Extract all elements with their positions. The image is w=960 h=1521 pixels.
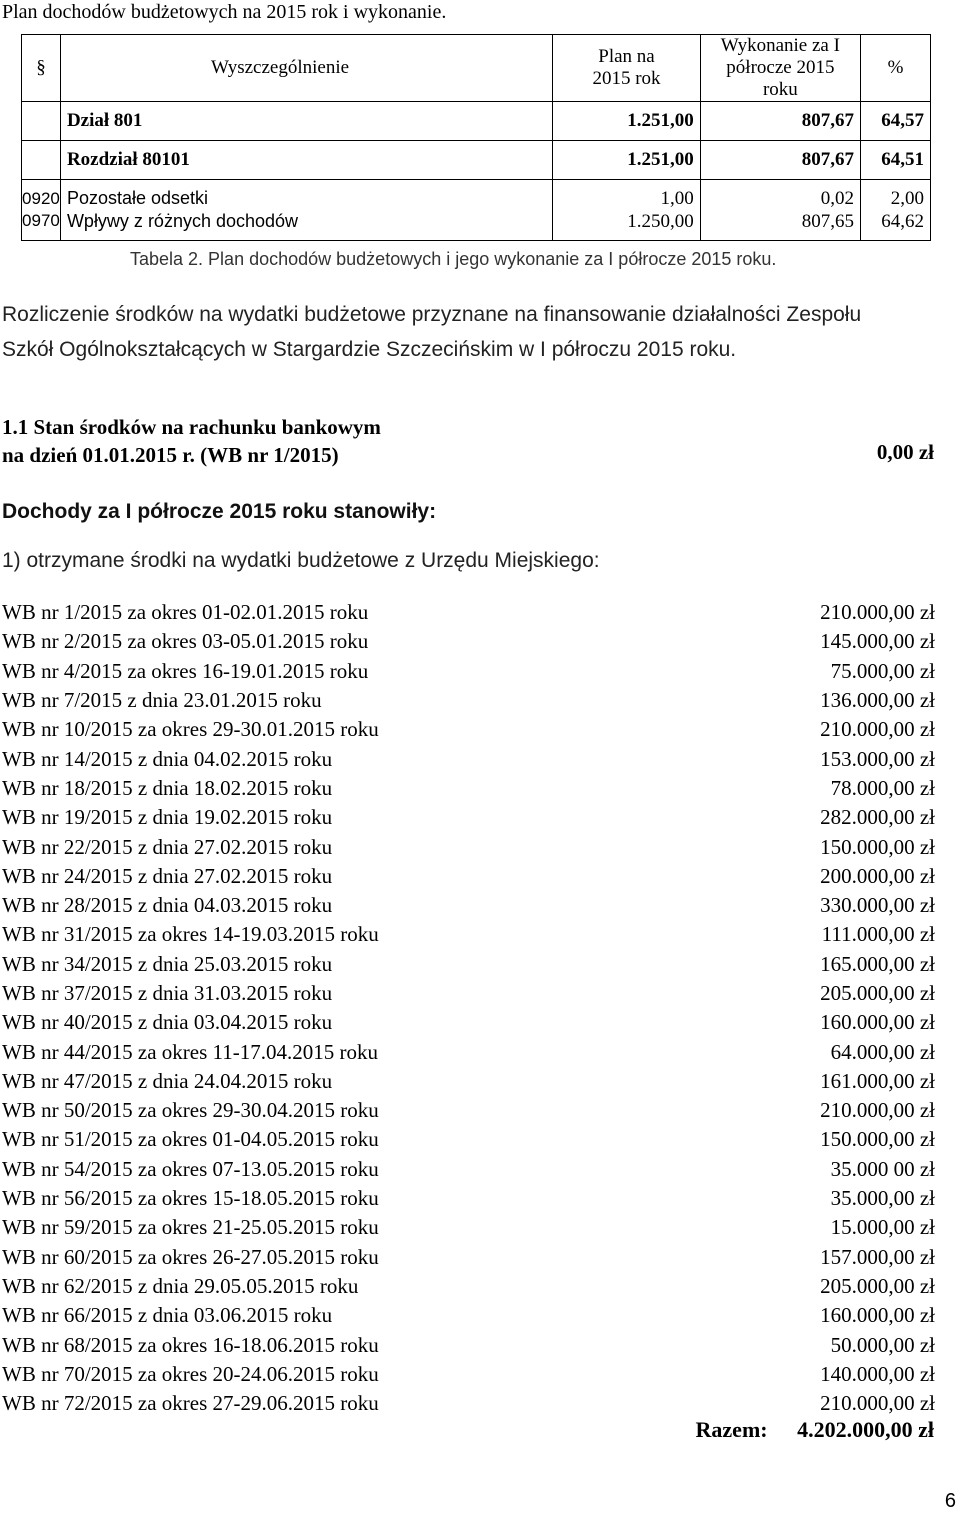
list-item <box>2 1067 935 1096</box>
header-pct: % <box>860 35 930 102</box>
list-item <box>2 1389 935 1418</box>
list-item <box>2 1155 935 1184</box>
table-row-dzial <box>22 102 931 141</box>
header-name: Wyszczególnienie <box>60 35 552 102</box>
wb-label: WB nr 59/2015 za okres 21-25.05.2015 roku <box>2 1215 379 1240</box>
header-plan <box>553 35 701 102</box>
wb-label: WB nr 54/2015 za okres 07-13.05.2015 roku <box>2 1156 379 1181</box>
list-item <box>2 1096 935 1125</box>
list-item <box>2 1037 935 1066</box>
wb-label: WB nr 24/2015 z dnia 27.02.2015 roku <box>2 863 333 888</box>
table-row-details <box>22 180 931 241</box>
cell-execs <box>700 180 860 241</box>
wb-label: WB nr 7/2015 z dnia 23.01.2015 roku <box>2 688 322 713</box>
wb-amount: 165.000,00 zł <box>820 951 935 976</box>
table-caption: Tabela 2. Plan dochodów budżetowych i jego wykonanie za I półrocze 2015 roku. <box>130 249 777 269</box>
cell-plan: 1.251,00 <box>553 141 701 180</box>
section-code: 0970 <box>22 211 60 230</box>
cell-name: Rozdział 80101 <box>60 141 552 180</box>
wb-amount: 210.000,00 zł <box>820 717 935 742</box>
total-amount: 4.202.000,00 zł <box>797 1417 934 1442</box>
wb-amount: 75.000,00 zł <box>830 658 935 683</box>
list-item <box>2 1008 935 1037</box>
section-heading-1-1 <box>2 413 381 469</box>
list-item <box>2 744 935 773</box>
wb-amount: 205.000,00 zł <box>820 1273 935 1298</box>
wb-amount: 140.000,00 zł <box>820 1361 935 1386</box>
heading-line: 1.1 Stan środków na rachunku bankowym <box>2 415 381 439</box>
table-row-rozdzial <box>22 141 931 180</box>
wb-amount: 64.000,00 zł <box>830 1039 935 1064</box>
list-item <box>2 950 935 979</box>
list-item <box>2 862 935 891</box>
detail-pct: 64,62 <box>881 211 924 232</box>
list-item <box>2 891 935 920</box>
list-item <box>2 803 935 832</box>
wb-label: WB nr 70/2015 za okres 20-24.06.2015 roku <box>2 1361 379 1386</box>
list-item <box>2 920 935 949</box>
list-item <box>2 657 935 686</box>
wb-label: WB nr 60/2015 za okres 26-27.05.2015 roku <box>2 1244 379 1269</box>
wb-label: WB nr 22/2015 z dnia 27.02.2015 roku <box>2 834 333 859</box>
wb-amount: 150.000,00 zł <box>820 834 935 859</box>
wb-label: WB nr 50/2015 za okres 29-30.04.2015 roku <box>2 1098 379 1123</box>
header-plan-line2: 2015 rok <box>592 68 661 89</box>
list-item <box>2 1301 935 1330</box>
header-section: § <box>22 35 61 102</box>
list-item <box>2 1243 935 1272</box>
wb-label: WB nr 19/2015 z dnia 19.02.2015 roku <box>2 805 333 830</box>
wb-label: WB nr 47/2015 z dnia 24.04.2015 roku <box>2 1068 333 1093</box>
wb-label: WB nr 14/2015 z dnia 04.02.2015 roku <box>2 746 333 771</box>
wb-label: WB nr 44/2015 za okres 11-17.04.2015 roku <box>2 1039 378 1064</box>
header-exec-line1: Wykonanie za I <box>720 35 840 56</box>
cell-pct: 64,57 <box>860 102 930 141</box>
wb-label: WB nr 72/2015 za okres 27-29.06.2015 roku <box>2 1391 379 1416</box>
wb-amount: 161.000,00 zł <box>820 1068 935 1093</box>
cell-empty <box>22 141 61 180</box>
list-item <box>2 598 935 627</box>
list-item <box>2 627 935 656</box>
detail-exec: 807,65 <box>801 211 854 232</box>
wb-amount: 145.000,00 zł <box>820 629 935 654</box>
cell-plans <box>553 180 701 241</box>
wb-amount: 210.000,00 zł <box>820 1391 935 1416</box>
wb-amount: 330.000,00 zł <box>820 893 935 918</box>
detail-name: Pozostałe odsetki <box>66 188 209 208</box>
cell-exec: 807,67 <box>700 102 860 141</box>
wb-label: WB nr 37/2015 z dnia 31.03.2015 roku <box>2 981 333 1005</box>
wb-amount: 160.000,00 zł <box>820 1010 935 1035</box>
wb-label: WB nr 28/2015 z dnia 04.03.2015 roku <box>2 893 333 918</box>
wb-amount: 136.000,00 zł <box>820 688 935 713</box>
intro-paragraph <box>2 297 960 367</box>
cell-exec: 807,67 <box>700 141 860 180</box>
wb-label: WB nr 18/2015 z dnia 18.02.2015 roku <box>2 775 333 800</box>
wb-label: WB nr 66/2015 z dnia 03.06.2015 roku <box>2 1303 333 1328</box>
total-label: Razem: <box>695 1417 768 1442</box>
budget-table <box>21 34 931 241</box>
cell-empty <box>22 102 61 141</box>
wb-label: WB nr 34/2015 z dnia 25.03.2015 roku <box>2 951 333 976</box>
wb-label: WB nr 68/2015 za okres 16-18.06.2015 roku <box>2 1332 379 1357</box>
wb-label: WB nr 2/2015 za okres 03-05.01.2015 roku <box>2 629 369 654</box>
list-item <box>2 979 935 1008</box>
wb-label: WB nr 56/2015 za okres 15-18.05.2015 roku <box>2 1186 379 1211</box>
detail-plan: 1.250,00 <box>627 211 694 232</box>
wb-label: WB nr 51/2015 za okres 01-04.05.2015 roku <box>2 1127 379 1152</box>
income-heading: Dochody za I półrocze 2015 roku stanowiły: <box>2 500 437 523</box>
intro-line: Rozliczenie środków na wydatki budżetowe przyznane na finansowanie działalności Zespołu <box>2 303 862 326</box>
table-header-row <box>22 35 931 102</box>
wb-amount: 35.000 00 zł <box>830 1156 935 1181</box>
list-item <box>2 832 935 861</box>
header-plan-line1: Plan na <box>598 46 655 67</box>
intro-line: Szkół Ogólnokształcących w Stargardzie Szczecińskim w I półroczu 2015 roku. <box>2 338 737 361</box>
cell-pcts <box>860 180 930 241</box>
cell-names <box>60 180 552 241</box>
wb-amount: 150.000,00 zł <box>820 1127 935 1152</box>
wb-label: WB nr 10/2015 za okres 29-30.01.2015 roku <box>2 717 379 742</box>
wb-amount: 78.000,00 zł <box>830 775 935 800</box>
document-title: Plan dochodów budżetowych na 2015 rok i wykonanie. <box>2 1 447 23</box>
detail-plan: 1,00 <box>660 188 694 209</box>
list-item <box>2 1330 935 1359</box>
list-item <box>2 1125 935 1154</box>
wb-label: WB nr 62/2015 z dnia 29.05.05.2015 roku <box>2 1273 359 1298</box>
wb-amount: 210.000,00 zł <box>820 1098 935 1123</box>
wb-amount: 160.000,00 zł <box>820 1303 935 1328</box>
list-item <box>2 686 935 715</box>
wb-label: WB nr 40/2015 z dnia 03.04.2015 roku <box>2 1010 333 1035</box>
detail-exec: 0,02 <box>820 188 854 209</box>
section-code: 0920 <box>22 189 60 208</box>
grant-intro: 1) otrzymane środki na wydatki budżetowe z Urzędu Miejskiego: <box>2 549 600 572</box>
wb-label: WB nr 4/2015 za okres 16-19.01.2015 roku <box>2 658 369 683</box>
list-item <box>2 715 935 744</box>
list-item <box>2 1184 935 1213</box>
wb-label: WB nr 31/2015 za okres 14-19.03.2015 roku <box>2 922 379 947</box>
header-exec-line2: półrocze 2015 roku <box>726 57 835 100</box>
list-item <box>2 1213 935 1242</box>
detail-pct: 2,00 <box>890 188 924 209</box>
wb-amount: 157.000,00 zł <box>820 1244 935 1269</box>
list-item <box>2 774 935 803</box>
wb-amount: 205.000,00 zł <box>820 981 935 1005</box>
total-row <box>696 1417 934 1443</box>
list-item <box>2 1360 935 1389</box>
wb-amount: 50.000,00 zł <box>830 1332 935 1357</box>
wb-amount: 111.000,00 zł <box>821 922 935 947</box>
wb-amount: 153.000,00 zł <box>820 746 935 771</box>
wb-label: WB nr 1/2015 za okres 01-02.01.2015 roku <box>2 600 369 625</box>
heading-line: na dzień 01.01.2015 r. (WB nr 1/2015) <box>2 443 339 467</box>
cell-plan: 1.251,00 <box>553 102 701 141</box>
detail-name: Wpływy z różnych dochodów <box>66 211 299 231</box>
wb-amount: 35.000,00 zł <box>830 1186 935 1211</box>
wb-amount: 282.000,00 zł <box>820 805 935 830</box>
wb-amount: 210.000,00 zł <box>820 600 935 625</box>
cell-sections <box>22 180 61 241</box>
wb-list <box>2 598 935 1418</box>
wb-amount: 200.000,00 zł <box>820 863 935 888</box>
header-exec <box>700 35 860 102</box>
list-item <box>2 1272 935 1301</box>
page-number: 6 <box>944 1490 956 1512</box>
cell-name: Dział 801 <box>60 102 552 141</box>
wb-amount: 15.000,00 zł <box>830 1215 935 1240</box>
cell-pct: 64,51 <box>860 141 930 180</box>
opening-balance-amount: 0,00 zł <box>876 440 934 464</box>
